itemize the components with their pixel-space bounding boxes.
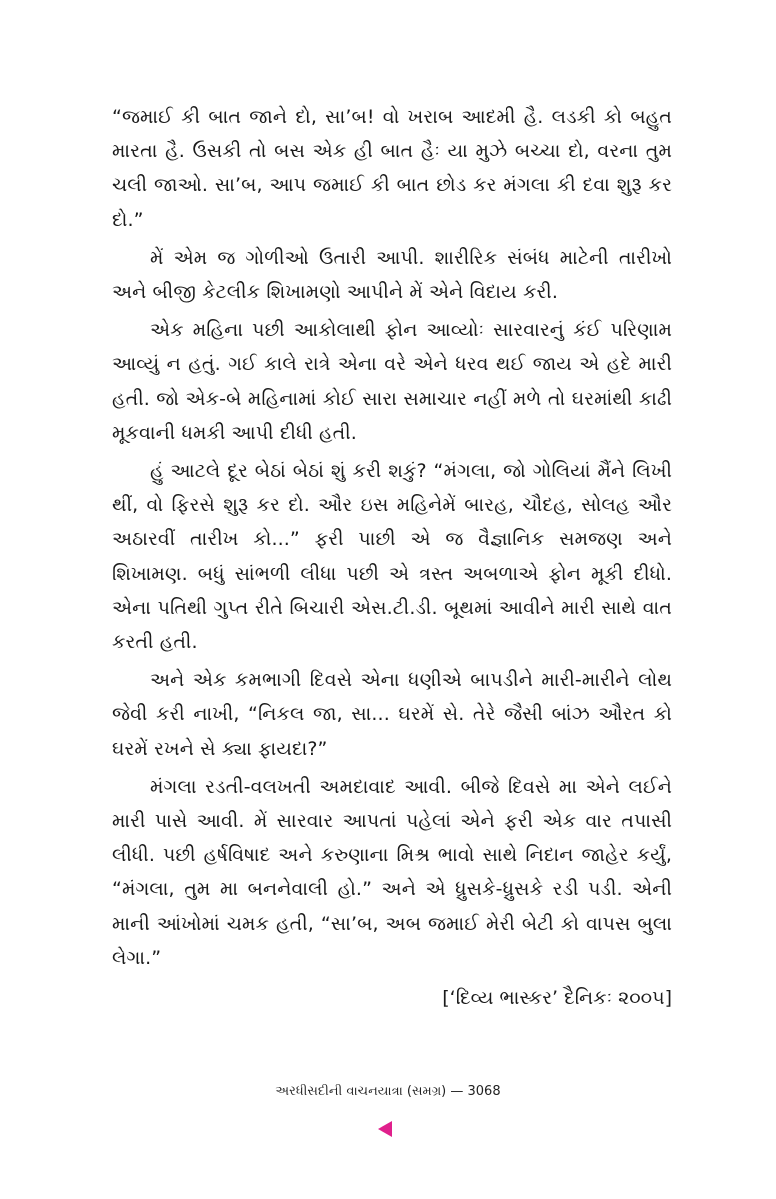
body-text bbox=[112, 100, 672, 979]
paragraph-5: અને એક કમભાગી દિવસે એના ધણીએ બાપડીને મારી-મારીને લોથ જેવી કરી નાખી, “નિકલ જા, સા... ઘરમેં સે. તેરે જૈસી બાંઝ ઔરત કો ઘરમેં રખને સે ક્યા ફાયદા?” bbox=[112, 669, 672, 760]
paragraph-3: એક મહિના પછી આકોલાથી ફોન આવ્યોઃ સારવારનું કંઈ પરિણામ આવ્યું ન હતું. ગઈ કાલે રાત્રે એના વરે એને ધરવ થઈ જાય એ હદે મારી હતી. જો એક-બે મહિનામાં કોઈ સારા સમાચાર નહીં મળે તો ઘરમાંથી કાઢી મૂકવાની ધમકી આપી દીધી હતી. bbox=[112, 319, 672, 444]
triangle-left-icon[interactable] bbox=[378, 1121, 392, 1137]
paragraph-2: મેં એમ જ ગોળીઓ ઉતારી આપી. શારીરિક સંબંધ માટેની તારીખો અને બીજી કેટલીક શિખામણો આપીને મેં એને વિદાય કરી. bbox=[112, 246, 672, 304]
page-footer: અરધીસદીની વાચનયાત્રા (સમગ્ર) — 3068 bbox=[275, 1084, 501, 1099]
paragraph-6: મંગલા રડતી-વલખતી અમદાવાદ આવી. બીજે દિવસે મા એને લઈને મારી પાસે આવી. મેં સારવાર આપતાં પહેલાં એને ફરી એક વાર તપાસી લીધી. પછી હર્ષવિષાદ અને કરુણાના મિશ્ર ભાવો સાથે નિદાન જાહેર કર્યું, “મંગલા, તુમ મા બનનેવાલી હો.” અને એ ધ્રુસકે-ધ્રુસકે રડી પડી. એની માની આંખોમાં ચમક હતી, “સા’બ, અબ જમાઈ મેરી બેટી કો વાપસ બુલા લેગા.” bbox=[112, 775, 672, 969]
paragraph-1: “જમાઈ કી બાત જાને દો, સા’બ! વો ખરાબ આદમી હૈ. લડકી કો બહુત મારતા હૈ. ઉસકી તો બસ એક હી બાત હૈઃ યા મુઝે બચ્ચા દો, વરના તુમ ચલી જાઓ. સા’બ, આપ જમાઈ કી બાત છોડ કર મંગલા કી દવા શુરૂ કર દો.” bbox=[112, 106, 672, 231]
source-citation: [‘દિવ્ય ભાસ્કર’ દૈનિકઃ ૨૦૦૫] bbox=[442, 987, 672, 1009]
paragraph-4: હું આટલે દૂર બેઠાં બેઠાં શું કરી શકું? “મંગલા, જો ગોલિયાં મૈંને લિખી થીં, વો ફિરસે શુરૂ કર દો. ઔર ઇસ મહિનેમેં બારહ, ચૌદહ, સોલહ ઔર અઠારવીં તારીખ કો...” ફરી પાછી એ જ વૈજ્ઞાનિક સમજણ અને શિખામણ. બધું સાંભળી લીધા પછી એ ત્રસ્ત અબળાએ ફોન મૂકી દીધો. એના પતિથી ગુપ્ત રીતે બિચારી એસ.ટી.ડી. બૂથમાં આવીને મારી સાથે વાત કરતી હતી. bbox=[112, 460, 672, 654]
